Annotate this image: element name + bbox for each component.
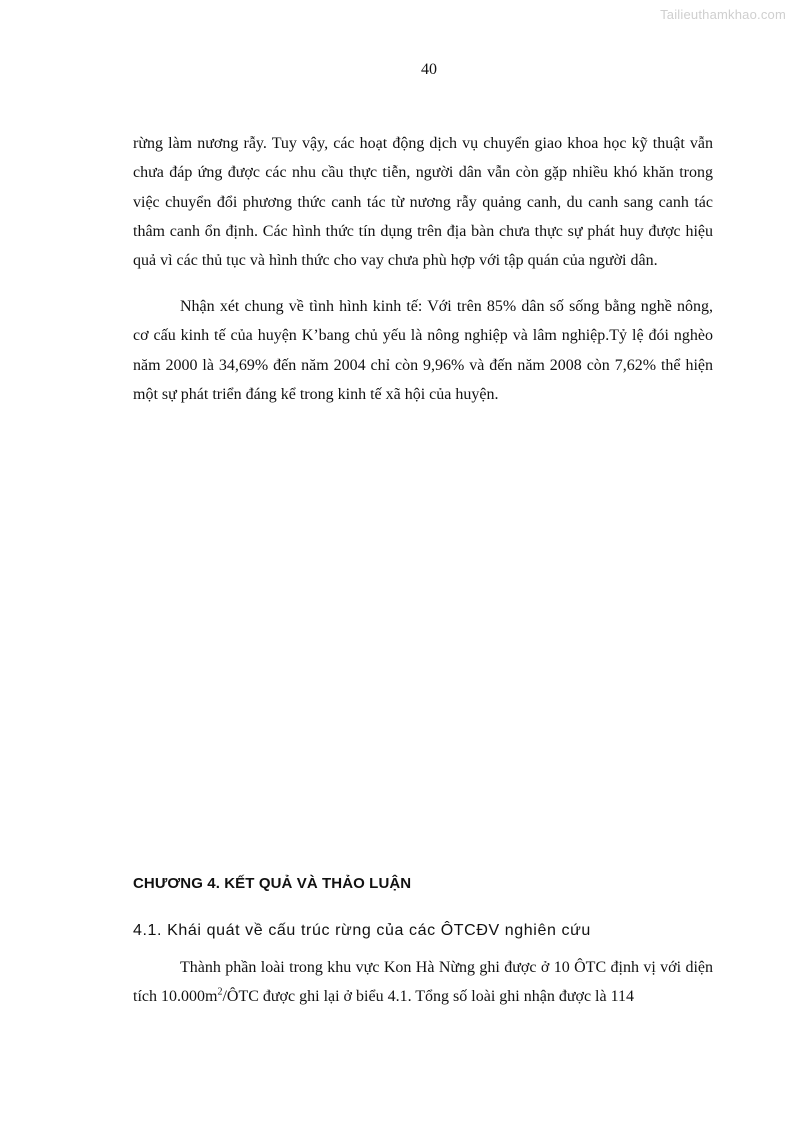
paragraph-economy-summary (133, 292, 713, 409)
paragraph-text-part: Thành phần loài trong khu vực Kon Hà Nừng ghi được ở 10 ÔTC định vị với diện tích 10.000m (133, 959, 713, 1006)
paragraph-text: Nhận xét chung về tình hình kinh tế: Với trên 85% dân số sống bằng nghề nông, cơ cấu kinh tế của huyện K’bang chủ yếu là nông nghiệp và lâm nghiệp.Tỷ lệ đói nghèo năm 2000 là 34,69% đến năm 2004 chỉ còn 9,96% và đến năm 2008 còn 7,62% thể hiện một sự phát triển đáng kể trong kinh tế xã hội của huyện. (133, 298, 713, 403)
paragraph-text (133, 953, 713, 1012)
section-heading: 4.1. Khái quát về cấu trúc rừng của các ÔTCĐV nghiên cứu (133, 922, 591, 939)
paragraph-species-composition (133, 953, 713, 1012)
paragraph-text-part: /ÔTC được ghi lại ở biểu 4.1. Tổng số loài ghi nhận được là 114 (222, 988, 634, 1006)
superscript: 2 (217, 986, 223, 998)
paragraph-economy-services (133, 129, 713, 275)
paragraph-text: rừng làm nương rẫy. Tuy vậy, các hoạt động dịch vụ chuyển giao khoa học kỹ thuật vẫn chưa đáp ứng được các nhu cầu thực tiễn, người dân vẫn còn gặp nhiều khó khăn trong việc chuyển đổi phương thức canh tác từ nương rẫy quảng canh, du canh sang canh tác thâm canh ổn định. Các hình thức tín dụng trên địa bàn chưa thực sự phát huy được hiệu quả vì các thủ tục và hình thức cho vay chưa phù hợp với tập quán của người dân. (133, 135, 713, 270)
watermark: Tailieuthamkhao.com (660, 7, 786, 22)
chapter-heading: CHƯƠNG 4. KẾT QUẢ VÀ THẢO LUẬN (133, 875, 412, 892)
page-number: 40 (421, 61, 437, 78)
